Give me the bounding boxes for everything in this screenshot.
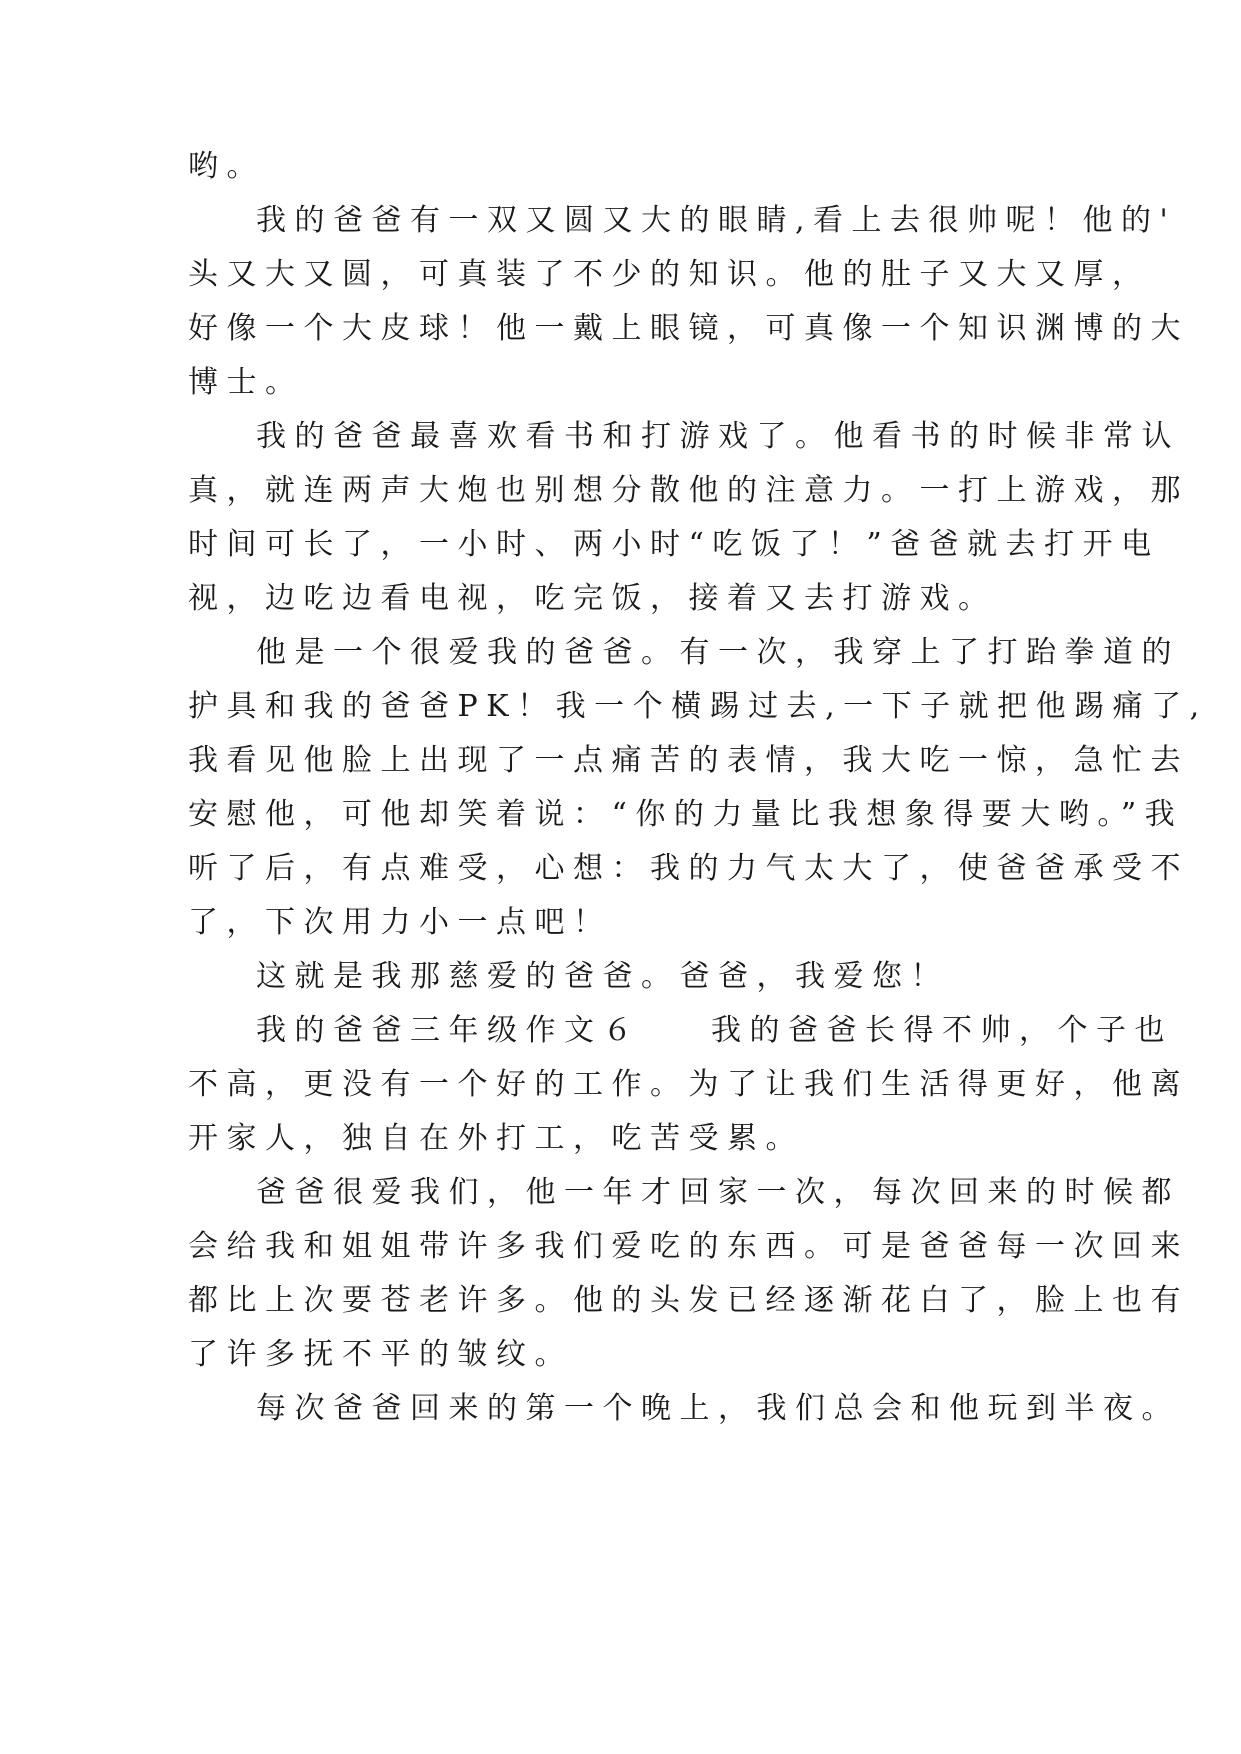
text-line: 开家人，独自在外打工，吃苦受累。 (188, 1121, 804, 1156)
text-line: 他是一个很爱我的爸爸。有一次，我穿上了打跆拳道的 (256, 635, 1180, 670)
text-line: 我的爸爸有一双又圆又大的眼睛,看上去很帅呢！他的' (256, 203, 1177, 238)
text-line: 哟。 (188, 149, 265, 184)
heading-line (256, 1011, 1173, 1051)
text-line: 安慰他，可他却笑着说：“你的力量比我想象得要大哟。”我 (188, 797, 1184, 832)
text-line: 这就是我那慈爱的爸爸。爸爸，我爱您！ (256, 959, 949, 994)
text-line: 我的爸爸最喜欢看书和打游戏了。他看书的时候非常认 (256, 419, 1180, 454)
text-line: 护具和我的爸爸PK！我一个横踢过去,一下子就把他踢痛了, (188, 689, 1208, 724)
text-line: 好像一个大皮球！他一戴上眼镜，可真像一个知识渊博的大 (188, 311, 1189, 346)
text-line: 都比上次要苍老许多。他的头发已经逐渐花白了，脸上也有 (188, 1283, 1189, 1318)
text-line: 了，下次用力小一点吧！ (188, 905, 612, 940)
text-line: 我看见他脸上出现了一点痛苦的表情，我大吃一惊，急忙去 (188, 743, 1189, 778)
text-line: 博士。 (188, 365, 304, 400)
text-line: 真，就连两声大炮也别想分散他的注意力。一打上游戏，那 (188, 473, 1189, 508)
section-heading: 我的爸爸三年级作文６ (256, 1013, 641, 1048)
heading-continuation: 我的爸爸长得不帅，个子也 (711, 1013, 1173, 1048)
text-line: 不高，更没有一个好的工作。为了让我们生活得更好，他离 (188, 1067, 1189, 1102)
text-line: 视，边吃边看电视，吃完饭，接着又去打游戏。 (188, 581, 997, 616)
text-line: 时间可长了，一小时、两小时“吃饭了！”爸爸就去打开电 (188, 527, 1160, 562)
text-line: 会给我和姐姐带许多我们爱吃的东西。可是爸爸每一次回来 (188, 1229, 1189, 1264)
text-line: 每次爸爸回来的第一个晚上，我们总会和他玩到半夜。 (256, 1391, 1180, 1426)
text-line: 了许多抚不平的皱纹。 (188, 1337, 573, 1372)
text-line: 头又大又圆，可真装了不少的知识。他的肚子又大又厚， (188, 257, 1151, 292)
text-line: 爸爸很爱我们，他一年才回家一次，每次回来的时候都 (256, 1175, 1180, 1210)
text-line: 听了后，有点难受，心想：我的力气太大了，使爸爸承受不 (188, 851, 1189, 886)
